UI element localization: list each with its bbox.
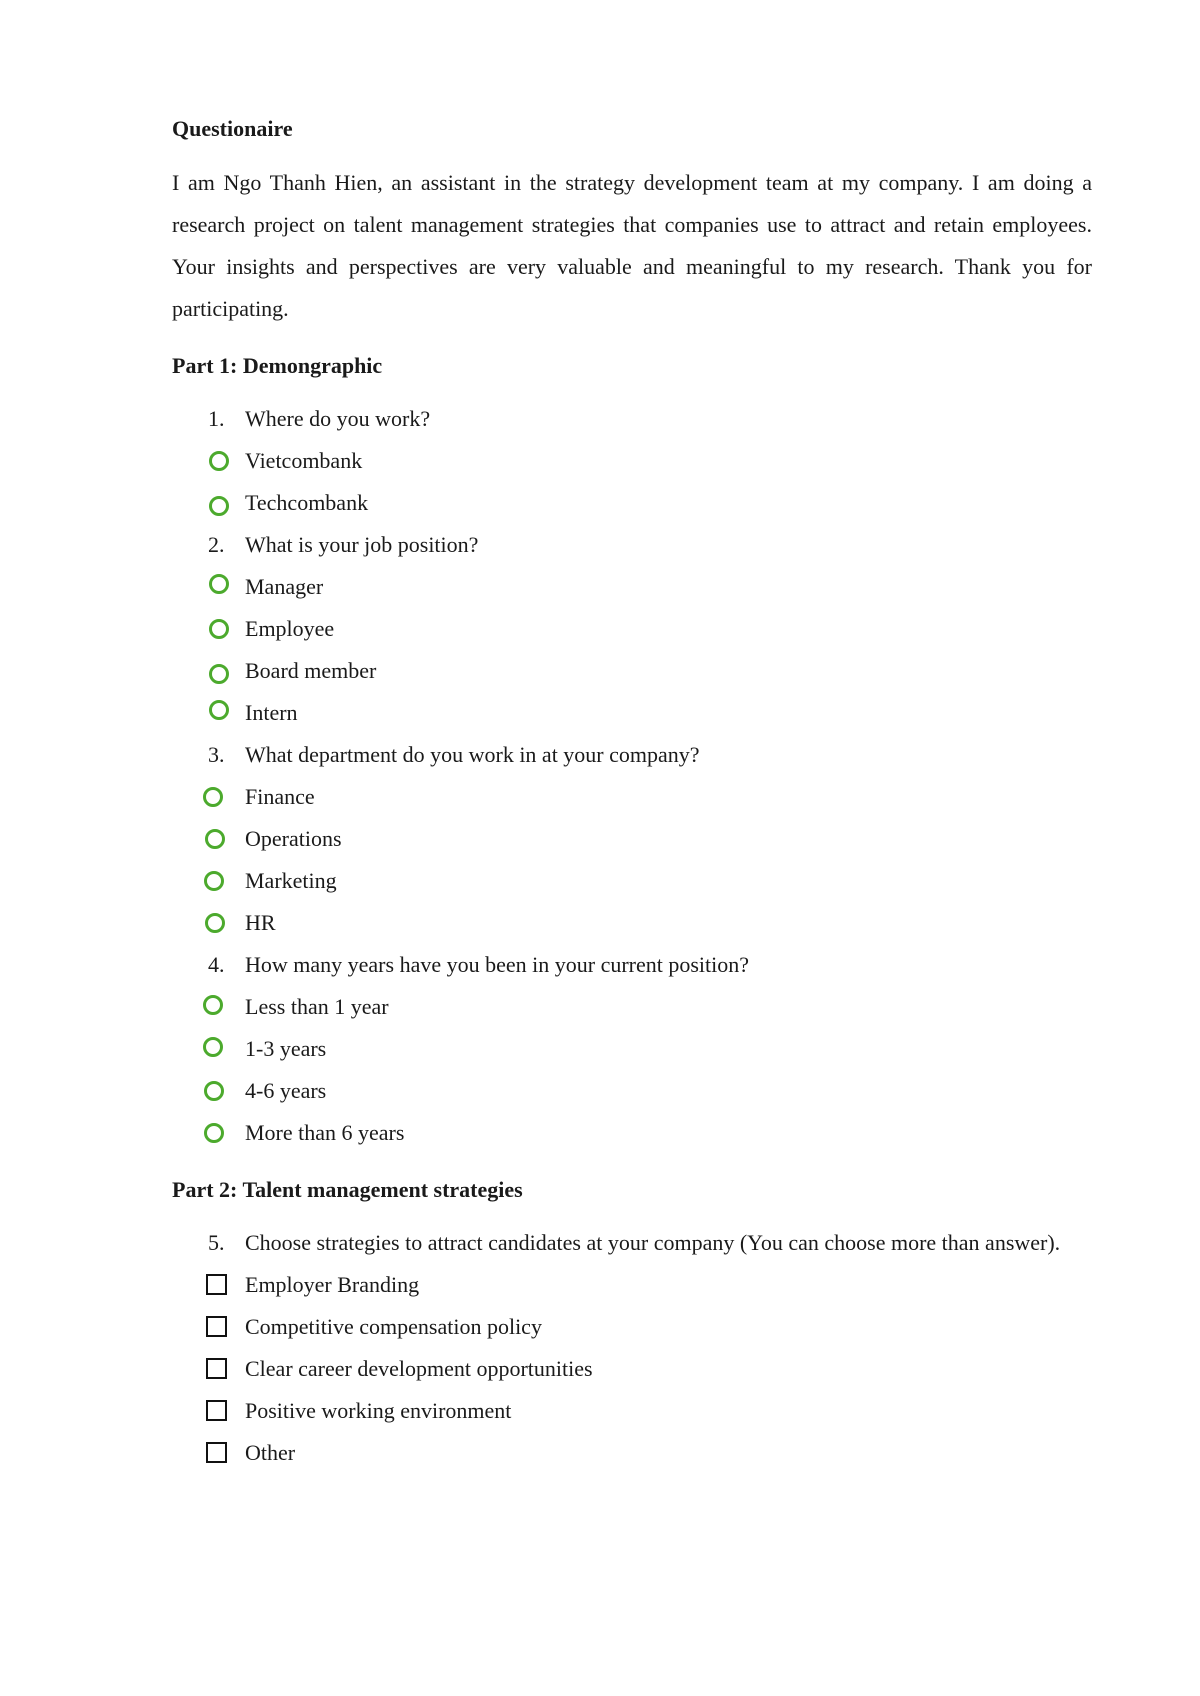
option-employee[interactable]	[172, 608, 1092, 650]
question-number: 1.	[208, 406, 225, 431]
radio-circle-icon[interactable]	[203, 1037, 223, 1057]
option-label: Intern	[245, 700, 298, 725]
checkbox-square-icon[interactable]	[206, 1400, 227, 1421]
option-positive-environment[interactable]	[172, 1390, 1092, 1432]
checkbox-square-icon[interactable]	[206, 1274, 227, 1295]
radio-circle-icon[interactable]	[209, 700, 229, 720]
question-number: 2.	[208, 532, 225, 557]
question-text: What department do you work in at your company?	[245, 742, 700, 767]
radio-circle-icon[interactable]	[209, 619, 229, 639]
radio-circle-icon[interactable]	[203, 995, 223, 1015]
radio-circle-icon[interactable]	[209, 664, 229, 684]
question-text: How many years have you been in your current position?	[245, 952, 750, 977]
radio-circle-icon[interactable]	[209, 496, 229, 516]
option-label: Other	[245, 1440, 296, 1465]
question-text: Choose strategies to attract candidates at your company (You can choose more than answer).	[245, 1230, 1061, 1255]
option-operations[interactable]	[172, 818, 1092, 860]
option-vietcombank[interactable]	[172, 440, 1092, 482]
radio-circle-icon[interactable]	[205, 913, 225, 933]
question-2	[172, 524, 1092, 566]
option-marketing[interactable]	[172, 860, 1092, 902]
part2-heading: Part 2: Talent management strategies	[172, 1177, 523, 1202]
option-label: Clear career development opportunities	[245, 1356, 593, 1381]
option-4-6-years[interactable]	[172, 1070, 1092, 1112]
option-label: More than 6 years	[245, 1120, 405, 1145]
question-text: Where do you work?	[245, 406, 431, 431]
option-label: 1-3 years	[245, 1036, 327, 1061]
option-label: Less than 1 year	[245, 994, 389, 1019]
radio-circle-icon[interactable]	[204, 1081, 224, 1101]
option-label: Marketing	[245, 868, 337, 893]
option-intern[interactable]	[172, 692, 1092, 734]
checkbox-square-icon[interactable]	[206, 1316, 227, 1337]
part1-heading: Part 1: Demongraphic	[172, 353, 383, 378]
option-label: Positive working environment	[245, 1398, 512, 1423]
option-less-than-1-year[interactable]	[172, 986, 1092, 1028]
document-title: Questionaire	[172, 116, 293, 141]
option-label: Vietcombank	[245, 448, 363, 473]
question-1	[172, 398, 1092, 440]
option-techcombank[interactable]	[172, 482, 1092, 524]
question-number: 3.	[208, 742, 225, 767]
option-finance[interactable]	[172, 776, 1092, 818]
radio-circle-icon[interactable]	[209, 451, 229, 471]
option-label: Board member	[245, 658, 377, 683]
question-number: 5.	[208, 1230, 225, 1255]
option-1-3-years[interactable]	[172, 1028, 1092, 1070]
radio-circle-icon[interactable]	[204, 871, 224, 891]
question-3	[172, 734, 1092, 776]
option-manager[interactable]	[172, 566, 1092, 608]
question-text: What is your job position?	[245, 532, 479, 557]
radio-circle-icon[interactable]	[209, 574, 229, 594]
option-hr[interactable]	[172, 902, 1092, 944]
option-label: Operations	[245, 826, 342, 851]
question-4	[172, 944, 1092, 986]
option-label: 4-6 years	[245, 1078, 327, 1103]
option-label: Manager	[245, 574, 324, 599]
option-label: Competitive compensation policy	[245, 1314, 542, 1339]
option-label: Techcombank	[245, 490, 369, 515]
option-more-than-6-years[interactable]	[172, 1112, 1092, 1154]
checkbox-square-icon[interactable]	[206, 1442, 227, 1463]
question-5	[172, 1222, 1092, 1264]
option-board-member[interactable]	[172, 650, 1092, 692]
checkbox-square-icon[interactable]	[206, 1358, 227, 1379]
option-label: HR	[245, 910, 276, 935]
questionnaire-body	[172, 112, 1092, 1474]
option-competitive-compensation[interactable]	[172, 1306, 1092, 1348]
option-label: Employer Branding	[245, 1272, 420, 1297]
intro-paragraph: I am Ngo Thanh Hien, an assistant in the strategy development team at my company. I am doing a research project on talent management strategies that companies use to attract and retain employees. Your insights and perspectives are very valuable and meaningful to my research. Thank you for participating.	[172, 170, 1092, 321]
question-number: 4.	[208, 952, 225, 977]
option-label: Employee	[245, 616, 335, 641]
option-label: Finance	[245, 784, 315, 809]
option-career-development[interactable]	[172, 1348, 1092, 1390]
option-employer-branding[interactable]	[172, 1264, 1092, 1306]
radio-circle-icon[interactable]	[205, 829, 225, 849]
option-other[interactable]	[172, 1432, 1092, 1474]
radio-circle-icon[interactable]	[203, 787, 223, 807]
radio-circle-icon[interactable]	[204, 1123, 224, 1143]
